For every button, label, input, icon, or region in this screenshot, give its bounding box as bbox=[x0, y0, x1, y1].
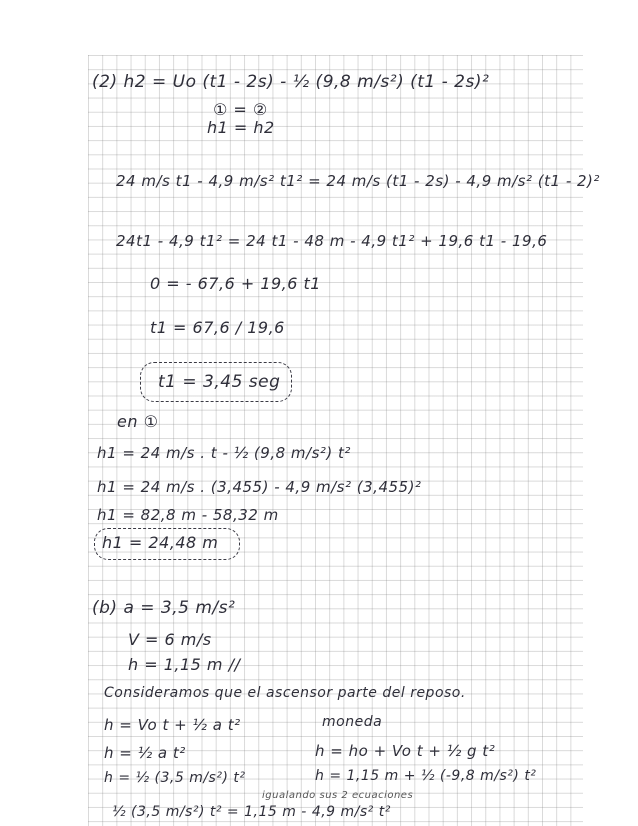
equation-elevator-general: h = Vo t + ½ a t² bbox=[104, 716, 241, 734]
graph-paper-grid bbox=[88, 55, 583, 826]
note-equating: igualando sus 2 ecuaciones bbox=[262, 790, 414, 801]
section-en-1: en ① bbox=[117, 412, 159, 431]
result-h1: h1 = 24,48 m bbox=[102, 533, 219, 552]
problem-b-statement: Consideramos que el ascensor parte del reposo. bbox=[104, 685, 466, 701]
equation-simplified: 0 = - 67,6 + 19,6 t1 bbox=[150, 274, 321, 293]
equation-equated: ½ (3,5 m/s²) t² = 1,15 m - 4,9 m/s² t² bbox=[112, 804, 391, 820]
equation-coin-numeric: h = 1,15 m + ½ (-9,8 m/s²) t² bbox=[315, 768, 537, 784]
equation-h1-difference: h1 = 82,8 m - 58,32 m bbox=[97, 506, 279, 524]
equation-h1-equals-h2: h1 = h2 bbox=[207, 118, 275, 137]
equation-equality-markers: ① = ② bbox=[213, 100, 268, 119]
problem-b-acceleration: (b) a = 3,5 m/s² bbox=[92, 598, 236, 618]
equation-elevator-simplified: h = ½ a t² bbox=[104, 744, 186, 762]
equation-h2: (2) h2 = Uo (t1 - 2s) - ½ (9,8 m/s²) (t1 - 2s)² bbox=[92, 72, 490, 92]
problem-b-height: h = 1,15 m // bbox=[128, 655, 241, 674]
equation-substitution: 24 m/s t1 - 4,9 m/s² t1² = 24 m/s (t1 - 2s) - 4,9 m/s² (t1 - 2)² bbox=[116, 172, 600, 190]
equation-expanded: 24t1 - 4,9 t1² = 24 t1 - 48 m - 4,9 t1² + 19,6 t1 - 19,6 bbox=[116, 232, 548, 250]
equation-coin-general: h = ho + Vo t + ½ g t² bbox=[315, 742, 496, 760]
equation-elevator-numeric: h = ½ (3,5 m/s²) t² bbox=[104, 770, 246, 786]
equation-t1-fraction: t1 = 67,6 / 19,6 bbox=[150, 318, 285, 337]
equation-h1-formula: h1 = 24 m/s . t - ½ (9,8 m/s²) t² bbox=[97, 444, 351, 462]
equation-h1-substituted: h1 = 24 m/s . (3,455) - 4,9 m/s² (3,455)² bbox=[97, 478, 422, 496]
problem-b-velocity: V = 6 m/s bbox=[128, 630, 212, 649]
result-t1: t1 = 3,45 seg bbox=[158, 372, 281, 392]
label-moneda: moneda bbox=[322, 714, 383, 730]
